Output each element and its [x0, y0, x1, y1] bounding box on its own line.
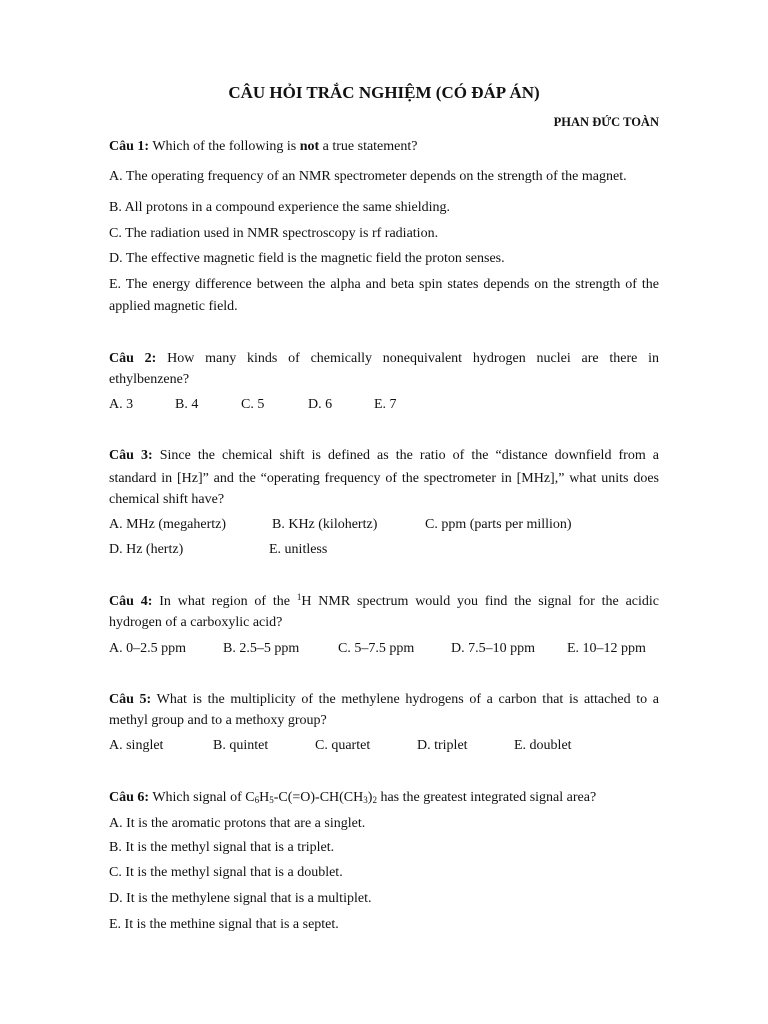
question-1-option-d: D. The effective magnetic field is the magnetic field the proton senses.: [109, 251, 505, 266]
question-1-option-a: A. The operating frequency of an NMR spectrometer depends on the strength of the magnet.: [109, 169, 627, 184]
question-1-option-b: B. All protons in a compound experience the same shielding.: [109, 200, 450, 215]
question-3-label: Câu 3:: [109, 448, 153, 463]
question-2-option-e: E. 7: [374, 397, 397, 412]
question-3-option-e: E. unitless: [269, 542, 328, 557]
question-3-stem-cont: standard in [Hz]” and the “operating frequency of the spectrometer in [MHz],” what units does: [109, 471, 659, 486]
question-5-option-a: A. singlet: [109, 738, 164, 753]
question-3-option-c: C. ppm (parts per million): [425, 517, 572, 532]
question-3-stem: Câu 3: Since the chemical shift is defined as the ratio of the “distance downfield from a: [109, 448, 660, 463]
question-5-label: Câu 5:: [109, 692, 152, 707]
question-5-option-c: C. quartet: [315, 738, 371, 753]
question-1-option-e-cont: applied magnetic field.: [109, 299, 238, 314]
question-2-option-a: A. 3: [109, 397, 134, 412]
question-5-stem: Câu 5: What is the multiplicity of the methylene hydrogens of a carbon that is attached to a: [109, 692, 659, 707]
question-5-option-b: B. quintet: [213, 738, 269, 753]
document-title: CÂU HỎI TRẮC NGHIỆM (CÓ ĐÁP ÁN): [228, 83, 540, 102]
question-4-option-c: C. 5–7.5 ppm: [338, 641, 415, 656]
question-1-option-e: E. The energy difference between the alpha and beta spin states depends on the strength of the: [109, 277, 659, 292]
question-3-option-d: D. Hz (hertz): [109, 542, 184, 557]
question-6-option-d: D. It is the methylene signal that is a multiplet.: [109, 891, 372, 906]
question-5-option-e: E. doublet: [514, 738, 572, 753]
question-2-stem-cont: ethylbenzene?: [109, 372, 190, 387]
question-3-option-a: A. MHz (megahertz): [109, 517, 227, 532]
question-4-stem: Câu 4: In what region of the $^1$H NMR spectrum would you find the signal for the acidic: [109, 592, 660, 609]
question-6-stem: Câu 6: Which signal of $C_6H_5-C(=O)-CH(CH_3)_2$ has the greatest integrated signal area?: [109, 790, 597, 805]
question-6-label: Câu 6:: [109, 790, 150, 805]
question-6-option-b: B. It is the methyl signal that is a triplet.: [109, 840, 335, 855]
question-2-label: Câu 2:: [109, 351, 157, 366]
author-name: PHAN ĐỨC TOÀN: [553, 115, 659, 129]
question-1-stem: Câu 1: Which of the following is not a true statement?: [109, 139, 418, 154]
question-4-option-b: B. 2.5–5 ppm: [223, 641, 300, 656]
question-2-stem: Câu 2: How many kinds of chemically nonequivalent hydrogen nuclei are there in: [109, 351, 660, 366]
question-4-option-d: D. 7.5–10 ppm: [451, 641, 535, 656]
question-4-option-a: A. 0–2.5 ppm: [109, 641, 186, 656]
question-3-option-b: B. KHz (kilohertz): [272, 517, 378, 532]
question-4-stem-cont: hydrogen of a carboxylic acid?: [109, 615, 283, 630]
question-4-label: Câu 4:: [109, 594, 153, 609]
question-1-label: Câu 1:: [109, 139, 150, 154]
question-3-stem-cont2: chemical shift have?: [109, 492, 225, 507]
question-6-option-a: A. It is the aromatic protons that are a singlet.: [109, 816, 366, 831]
question-2-option-b: B. 4: [175, 397, 199, 412]
question-6-option-e: E. It is the methine signal that is a septet.: [109, 917, 339, 932]
question-2-option-c: C. 5: [241, 397, 265, 412]
question-2-option-d: D. 6: [308, 397, 333, 412]
question-5-stem-cont: methyl group and to a methoxy group?: [109, 713, 327, 728]
question-5-option-d: D. triplet: [417, 738, 468, 753]
question-4-option-e: E. 10–12 ppm: [567, 641, 646, 656]
question-6-option-c: C. It is the methyl signal that is a doublet.: [109, 865, 343, 880]
question-1-option-c: C. The radiation used in NMR spectroscopy is rf radiation.: [109, 226, 439, 241]
